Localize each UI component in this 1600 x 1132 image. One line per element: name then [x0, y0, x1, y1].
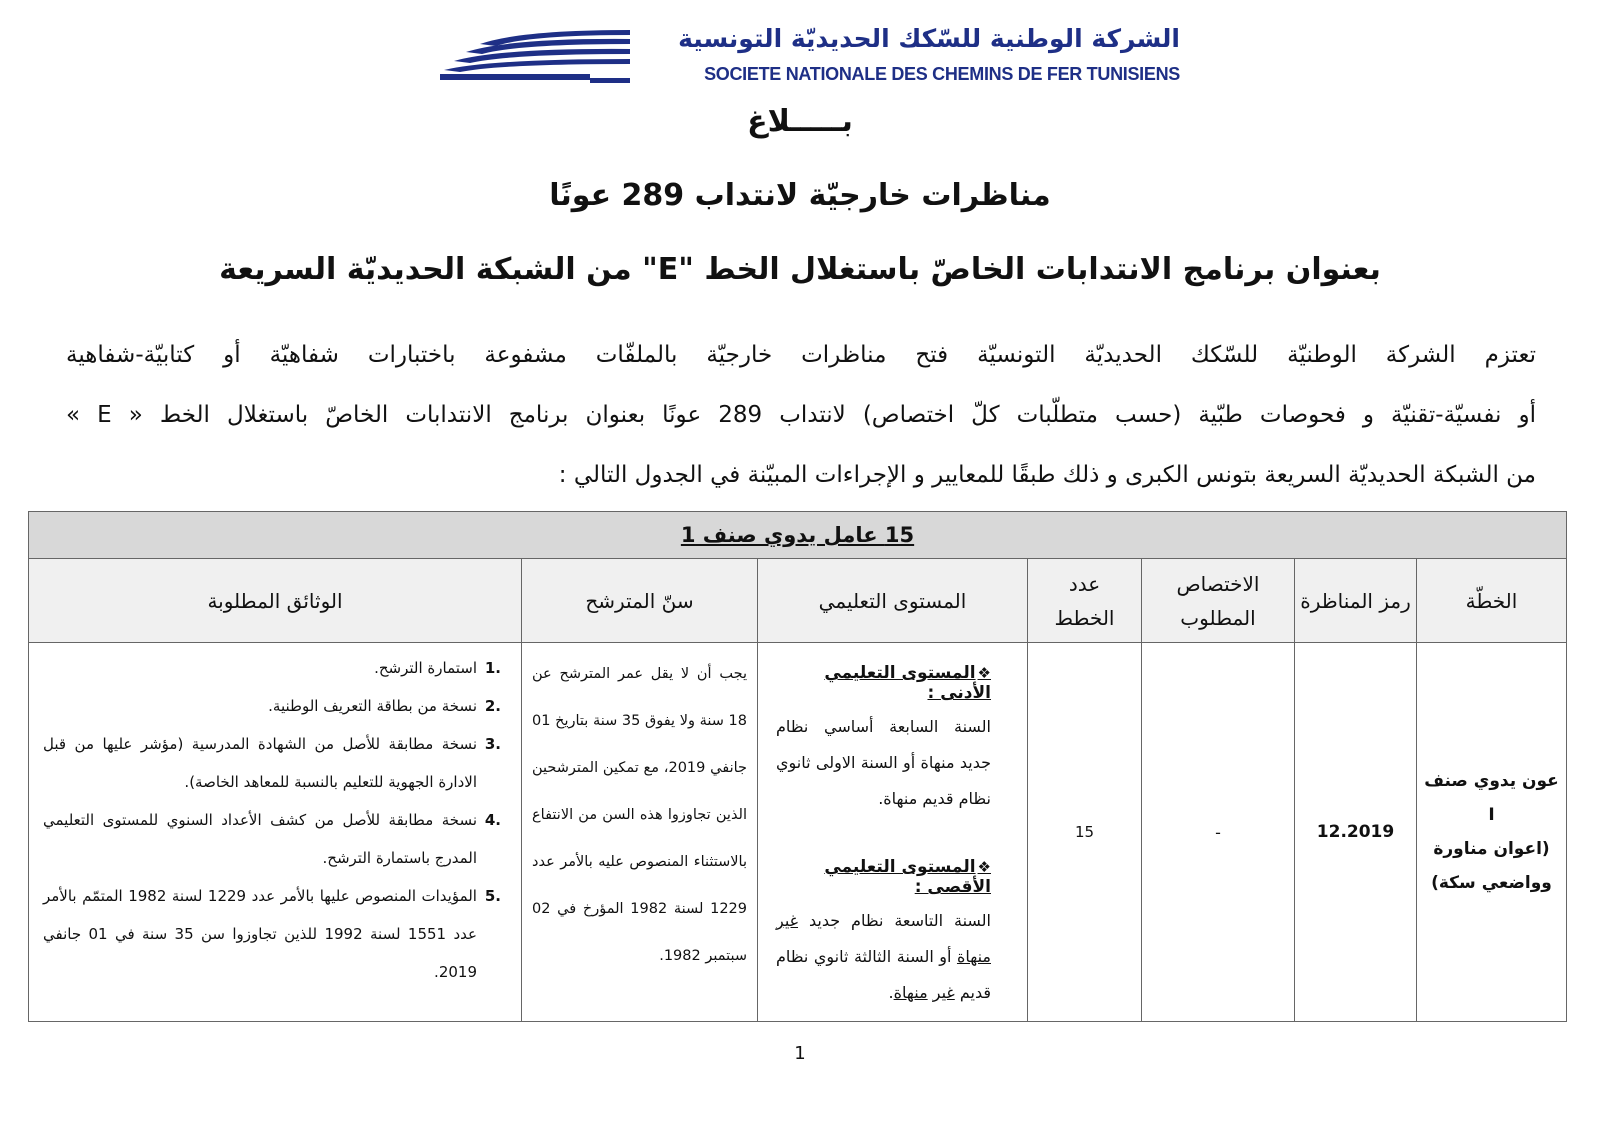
- plan-line1: عون يدوي صنف: [1424, 771, 1559, 791]
- list-item-text: نسخة مطابقة للأصل من الشهادة المدرسية (مؤشر عليها من قبل الادارة الجهوية للتعليم بالنسبة للمعاهد الخاصة).: [43, 735, 477, 791]
- header-count-line1: عدد: [1068, 571, 1101, 596]
- list-item: [43, 687, 501, 725]
- page-number: 1: [794, 1043, 806, 1064]
- competition-code: 12.2019: [1295, 643, 1417, 1022]
- plan-cell: [1417, 643, 1567, 1022]
- intro-line-3: من الشبكة الحديديّة السريعة بتونس الكبرى و ذلك طبقًا للمعايير و الإجراءات المبيّنة في الجدول التالي :: [558, 462, 1536, 488]
- list-item-text: نسخة من بطاقة التعريف الوطنية.: [268, 697, 477, 715]
- header-specialty-line1: الاختصاص: [1176, 571, 1260, 596]
- plan-line4: وواضعي سكة): [1431, 873, 1552, 893]
- education-max-part: .: [888, 983, 894, 1002]
- list-item-number: 4.: [484, 811, 501, 829]
- documents-cell: [29, 643, 522, 1022]
- positions-count: 15: [1028, 643, 1142, 1022]
- education-cell: [758, 643, 1028, 1022]
- plan-line2: I: [1488, 805, 1495, 825]
- list-item-number: 1.: [484, 659, 501, 677]
- list-item-text: نسخة مطابقة للأصل من كشف الأعداد السنوي للمستوى التعليمي المدرج باستمارة الترشح.: [43, 811, 477, 867]
- header-count-line2: الخطط: [1054, 605, 1115, 630]
- header-specialty-line2: المطلوب: [1180, 605, 1256, 630]
- intro-line-1: تعتزم الشركة الوطنيّة للسّكك الحديديّة التونسيّة فتح مناظرات خارجيّة بالملفّات مشفوعة باختبارات شفاهيّة أو كتابيّة-شفاهية: [66, 342, 1536, 368]
- age-cell: [522, 643, 758, 1022]
- education-max-underlined: غير: [932, 983, 955, 1002]
- plan-line3: (اعوان مناورة: [1433, 839, 1550, 859]
- requirements-table: [28, 511, 1567, 1022]
- list-item-text: استمارة الترشح.: [374, 659, 477, 677]
- bullet-diamond-icon: ❖: [977, 858, 991, 876]
- table-group-row: [29, 512, 1567, 559]
- company-name-french: SOCIETE NATIONALE DES CHEMINS DE FER TUNISIENS: [704, 64, 1180, 84]
- age-requirement: يجب أن لا يقل عمر المترشح عن 18 سنة ولا يفوق 35 سنة بتاريخ 01 جانفي 2019، مع تمكين المترشحين الذين تجاوزوا هذه السن من الانتفاع بالاستثناء المنصوص عليه بالأمر عدد 1229 لسنة 1982 المؤرخ في 02 سبتمبر 1982.: [532, 666, 747, 964]
- group-title-cell: [29, 512, 1567, 559]
- bullet-diamond-icon: ❖: [977, 664, 991, 682]
- group-title: 15 عامل يدوي صنف 1: [680, 523, 915, 547]
- education-min-text: السنة السابعة أساسي نظام جديد منهاة أو السنة الاولى ثانوي نظام قديم منهاة.: [776, 717, 991, 808]
- list-item: [43, 725, 501, 801]
- subtitle: بعنوان برنامج الانتدابات الخاصّ باستغلال الخط "E" من الشبكة الحديديّة السريعة: [219, 252, 1381, 287]
- header-age: سنّ المترشح: [522, 559, 758, 643]
- education-max-underlined: منهاة: [893, 983, 928, 1002]
- letterhead: [440, 22, 1180, 92]
- header-specialty: [1142, 559, 1295, 643]
- main-title: مناظرات خارجيّة لانتداب 289 عونًا: [549, 178, 1051, 213]
- header-documents: الوثائق المطلوبة: [29, 559, 522, 643]
- education-min-title: [776, 663, 991, 703]
- table-row: [29, 643, 1567, 1022]
- header-education: المستوى التعليمي: [758, 559, 1028, 643]
- documents-list: [43, 649, 503, 991]
- list-item-number: 3.: [484, 735, 501, 753]
- education-max-title: [776, 857, 991, 897]
- list-item: [43, 649, 501, 687]
- list-item: [43, 877, 501, 991]
- list-item-number: 2.: [484, 697, 501, 715]
- list-item: [43, 801, 501, 877]
- header-code: رمز المناظرة: [1295, 559, 1417, 643]
- sncft-logo-icon: [440, 26, 640, 86]
- company-name-arabic: الشركة الوطنية للسّكك الحديديّة التونسية: [678, 24, 1180, 53]
- table-header-row: [29, 559, 1567, 643]
- education-max-text: [776, 903, 991, 1011]
- education-max-part: أو السنة الثالثة ثانوي نظام قديم: [776, 947, 991, 1002]
- specialty-cell: -: [1142, 643, 1295, 1022]
- education-max-underlined: غير منهاة: [776, 911, 991, 966]
- header-count: [1028, 559, 1142, 643]
- requirements-table-wrapper: [28, 511, 1566, 1020]
- notice-title: بـــــلاغ: [747, 104, 853, 139]
- education-min-title-text: المستوى التعليمي الأدنى :: [824, 663, 991, 703]
- education-max-part: السنة التاسعة نظام جديد: [798, 911, 991, 930]
- list-item-text: المؤيدات المنصوص عليها بالأمر عدد 1229 لسنة 1982 المتمّم بالأمر عدد 1551 لسنة 1992 للذين تجاوزوا سن 35 سنة في 01 جانفي 2019.: [43, 887, 477, 981]
- education-max-title-text: المستوى التعليمي الأقصى :: [824, 857, 991, 897]
- header-plan: الخطّة: [1417, 559, 1567, 643]
- list-item-number: 5.: [484, 887, 501, 905]
- intro-line-2: أو نفسيّة-تقنيّة و فحوصات طبّية (حسب متطلّبات كلّ اختصاص) لانتداب 289 عونًا بعنوان برنامج الانتدابات الخاصّ باستغلال الخط « E »: [66, 402, 1536, 428]
